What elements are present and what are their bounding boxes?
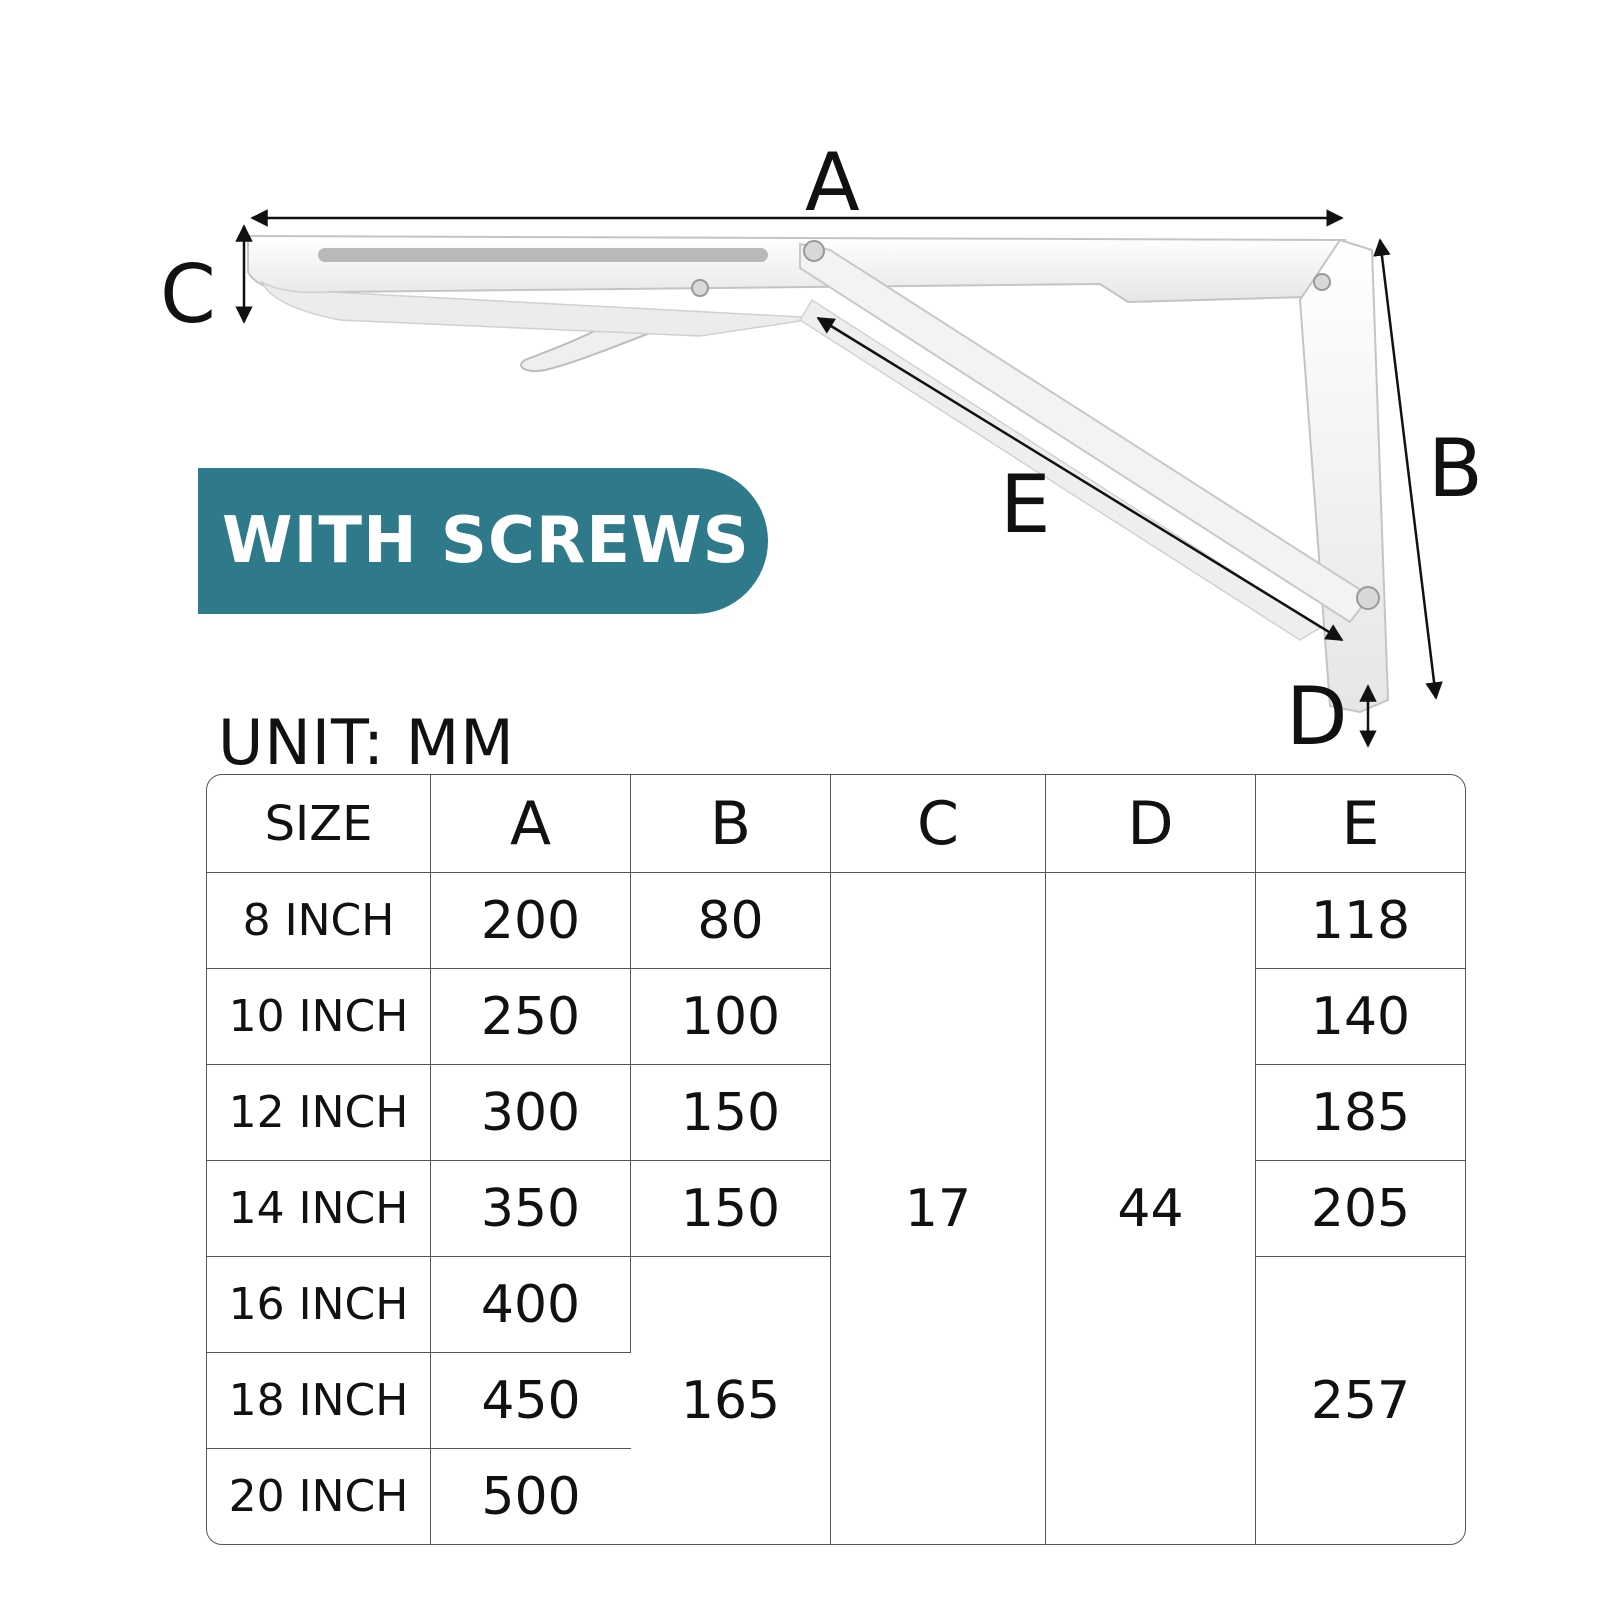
value-a: 450 — [431, 1353, 631, 1449]
value-e: 140 — [1256, 969, 1465, 1065]
table-header-row — [207, 775, 1465, 873]
value-e-merged: 257 — [1310, 1370, 1411, 1431]
size-cell: 8 INCH — [207, 873, 431, 969]
size-spec-table — [206, 774, 1466, 1545]
value-a: 500 — [481, 1466, 581, 1527]
dimension-label-b: B — [1428, 422, 1483, 515]
value-b: 80 — [631, 873, 831, 969]
header-b: B — [631, 775, 831, 873]
header-size: SIZE — [207, 775, 431, 873]
header-a: A — [431, 775, 631, 873]
size-cell: 18 INCH — [207, 1353, 431, 1449]
dimension-label-c: C — [160, 248, 216, 341]
dimension-arrow-e — [818, 318, 1342, 640]
dimension-label-d: D — [1286, 670, 1348, 763]
value-c-merged: 17 — [831, 873, 1046, 1544]
value-a: 200 — [431, 873, 631, 969]
size-cell: 14 INCH — [207, 1161, 431, 1257]
value-e: 205 — [1256, 1161, 1465, 1257]
dimension-label-a: A — [805, 136, 860, 229]
header-e: E — [1256, 775, 1465, 873]
size-cell: 16 INCH — [207, 1257, 431, 1353]
header-d: D — [1046, 775, 1256, 873]
table-row — [207, 873, 1465, 969]
value-b-merged: 165 — [631, 1257, 831, 1544]
value-a: 400 — [431, 1257, 631, 1353]
value-e: 118 — [1256, 873, 1465, 969]
bracket-dimension-diagram — [0, 0, 1600, 780]
size-cell: 10 INCH — [207, 969, 431, 1065]
value-b: 150 — [631, 1161, 831, 1257]
size-cell: 12 INCH — [207, 1065, 431, 1161]
dimension-label-e: E — [1000, 458, 1051, 551]
value-a: 300 — [431, 1065, 631, 1161]
value-e: 185 — [1256, 1065, 1465, 1161]
badge-text: WITH SCREWS — [222, 504, 750, 578]
value-d-merged: 44 — [1046, 873, 1256, 1544]
size-cell: 20 INCH — [207, 1449, 431, 1544]
header-c: C — [831, 775, 1046, 873]
value-b: 100 — [631, 969, 831, 1065]
value-b: 150 — [631, 1065, 831, 1161]
value-a: 250 — [431, 969, 631, 1065]
unit-label: UNIT: MM — [218, 706, 515, 779]
value-a: 350 — [431, 1161, 631, 1257]
with-screws-badge — [198, 468, 768, 614]
